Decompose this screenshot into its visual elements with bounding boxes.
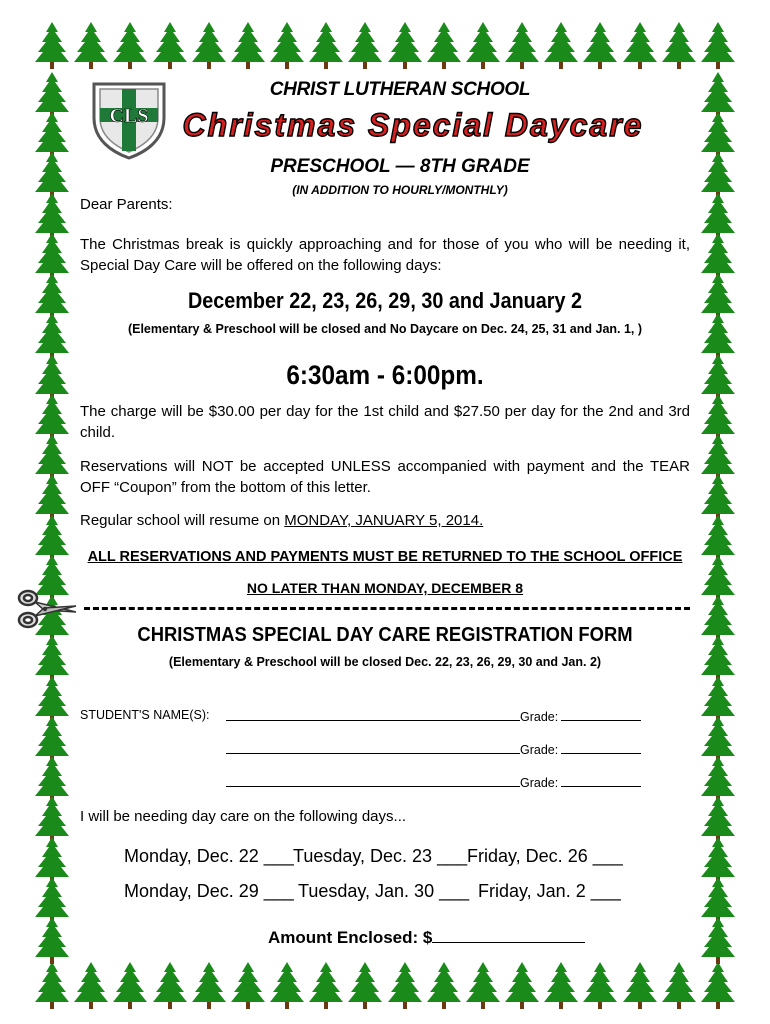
- day-option[interactable]: Monday, Dec. 29 ___: [124, 881, 294, 901]
- christmas-tree-icon: [112, 20, 148, 70]
- student-entry-row: [226, 774, 641, 790]
- page-title: [178, 100, 648, 148]
- christmas-tree-icon: [661, 20, 697, 70]
- christmas-tree-icon: [700, 915, 736, 965]
- student-entry-row: [226, 708, 641, 724]
- resume-prefix: Regular school will resume on: [80, 512, 285, 529]
- day-option[interactable]: Friday, Jan. 2 ___: [478, 881, 621, 901]
- grade-field[interactable]: [561, 774, 641, 787]
- cut-line: [84, 607, 690, 610]
- christmas-tree-icon: [465, 960, 501, 1010]
- christmas-tree-icon: [308, 960, 344, 1010]
- day-option[interactable]: Tuesday, Jan. 30 ___: [298, 881, 470, 901]
- title-text: Christmas Special Daycare: [182, 107, 644, 143]
- christmas-tree-icon: [387, 20, 423, 70]
- christmas-tree-icon: [230, 20, 266, 70]
- greeting: Dear Parents:: [80, 196, 173, 213]
- grade-note: (IN ADDITION TO HOURLY/MONTHLY): [292, 183, 508, 197]
- crest-text: CLS: [109, 105, 149, 127]
- student-entry-row: [226, 741, 641, 757]
- amount-field[interactable]: [432, 926, 585, 943]
- christmas-tree-icon: [112, 960, 148, 1010]
- day-option[interactable]: Tuesday, Dec. 23 ___: [293, 846, 468, 866]
- christmas-tree-icon: [622, 20, 658, 70]
- christmas-tree-icon: [152, 960, 188, 1010]
- christmas-tree-icon: [34, 960, 70, 1010]
- christmas-tree-icon: [543, 960, 579, 1010]
- grade-range: PRESCHOOL — 8TH GRADE: [270, 156, 530, 177]
- student-name-field[interactable]: [226, 708, 520, 721]
- christmas-tree-icon: [622, 960, 658, 1010]
- amount-label: Amount Enclosed: $: [268, 928, 433, 947]
- amount-enclosed: [268, 926, 585, 948]
- christmas-tree-icon: [700, 20, 736, 70]
- christmas-tree-icon: [543, 20, 579, 70]
- student-name-field[interactable]: [226, 774, 520, 787]
- christmas-tree-icon: [700, 960, 736, 1010]
- christmas-tree-icon: [230, 960, 266, 1010]
- christmas-tree-icon: [504, 20, 540, 70]
- christmas-tree-icon: [34, 915, 70, 965]
- christmas-tree-icon: [582, 20, 618, 70]
- closed-note: (Elementary & Preschool will be closed and No Daycare on Dec. 24, 25, 31 and Jan. 1, ): [127, 322, 643, 336]
- day-option[interactable]: Monday, Dec. 22 ___: [124, 846, 294, 866]
- christmas-tree-icon: [73, 20, 109, 70]
- grade-label: Grade:: [520, 710, 559, 724]
- deadline-line-2: NO LATER THAN MONDAY, DECEMBER 8: [246, 580, 524, 596]
- christmas-tree-icon: [347, 960, 383, 1010]
- daycare-hours: 6:30am - 6:00pm.: [286, 360, 484, 390]
- christmas-tree-icon: [387, 960, 423, 1010]
- grade-field[interactable]: [561, 708, 641, 721]
- student-name-field[interactable]: [226, 741, 520, 754]
- christmas-tree-icon: [191, 20, 227, 70]
- christmas-tree-icon: [191, 960, 227, 1010]
- christmas-tree-icon: [152, 20, 188, 70]
- daycare-dates: December 22, 23, 26, 29, 30 and January 2: [187, 288, 583, 313]
- student-name-label: STUDENT'S NAME(S):: [80, 708, 210, 722]
- school-crest-icon: [90, 78, 168, 160]
- resume-date: MONDAY, JANUARY 5, 2014.: [284, 512, 484, 529]
- deadline-line-1: ALL RESERVATIONS AND PAYMENTS MUST BE RETURNED TO THE SCHOOL OFFICE: [87, 549, 683, 565]
- christmas-tree-icon: [465, 20, 501, 70]
- christmas-tree-icon: [426, 20, 462, 70]
- form-closed-note: (Elementary & Preschool will be closed Dec. 22, 23, 26, 29, 30 and Jan. 2): [168, 655, 602, 669]
- grade-field[interactable]: [561, 741, 641, 754]
- christmas-tree-icon: [269, 20, 305, 70]
- christmas-tree-icon: [308, 20, 344, 70]
- resume-paragraph: [80, 510, 690, 531]
- grade-label: Grade:: [520, 743, 559, 757]
- form-title: CHRISTMAS SPECIAL DAY CARE REGISTRATION FORM: [137, 624, 633, 646]
- school-name: CHRIST LUTHERAN SCHOOL: [269, 79, 531, 100]
- christmas-tree-icon: [269, 960, 305, 1010]
- christmas-tree-icon: [34, 20, 70, 70]
- christmas-tree-icon: [661, 960, 697, 1010]
- christmas-tree-icon: [73, 960, 109, 1010]
- christmas-tree-icon: [582, 960, 618, 1010]
- day-option[interactable]: Friday, Dec. 26 ___: [467, 846, 623, 866]
- intro-paragraph: The Christmas break is quickly approaching and for those of you who will be needing it, Special Day Care will be offered on the following days:: [80, 236, 690, 274]
- days-intro: I will be needing day care on the following days...: [80, 808, 407, 825]
- christmas-tree-icon: [426, 960, 462, 1010]
- christmas-tree-icon: [347, 20, 383, 70]
- charge-paragraph: The charge will be $30.00 per day for the 1st child and $27.50 per day for the 2nd and 3rd child.: [80, 403, 690, 441]
- christmas-tree-icon: [504, 960, 540, 1010]
- grade-label: Grade:: [520, 776, 559, 790]
- reservations-paragraph: Reservations will NOT be accepted UNLESS accompanied with payment and the TEAR OFF “Coupon” from the bottom of this letter.: [80, 458, 690, 496]
